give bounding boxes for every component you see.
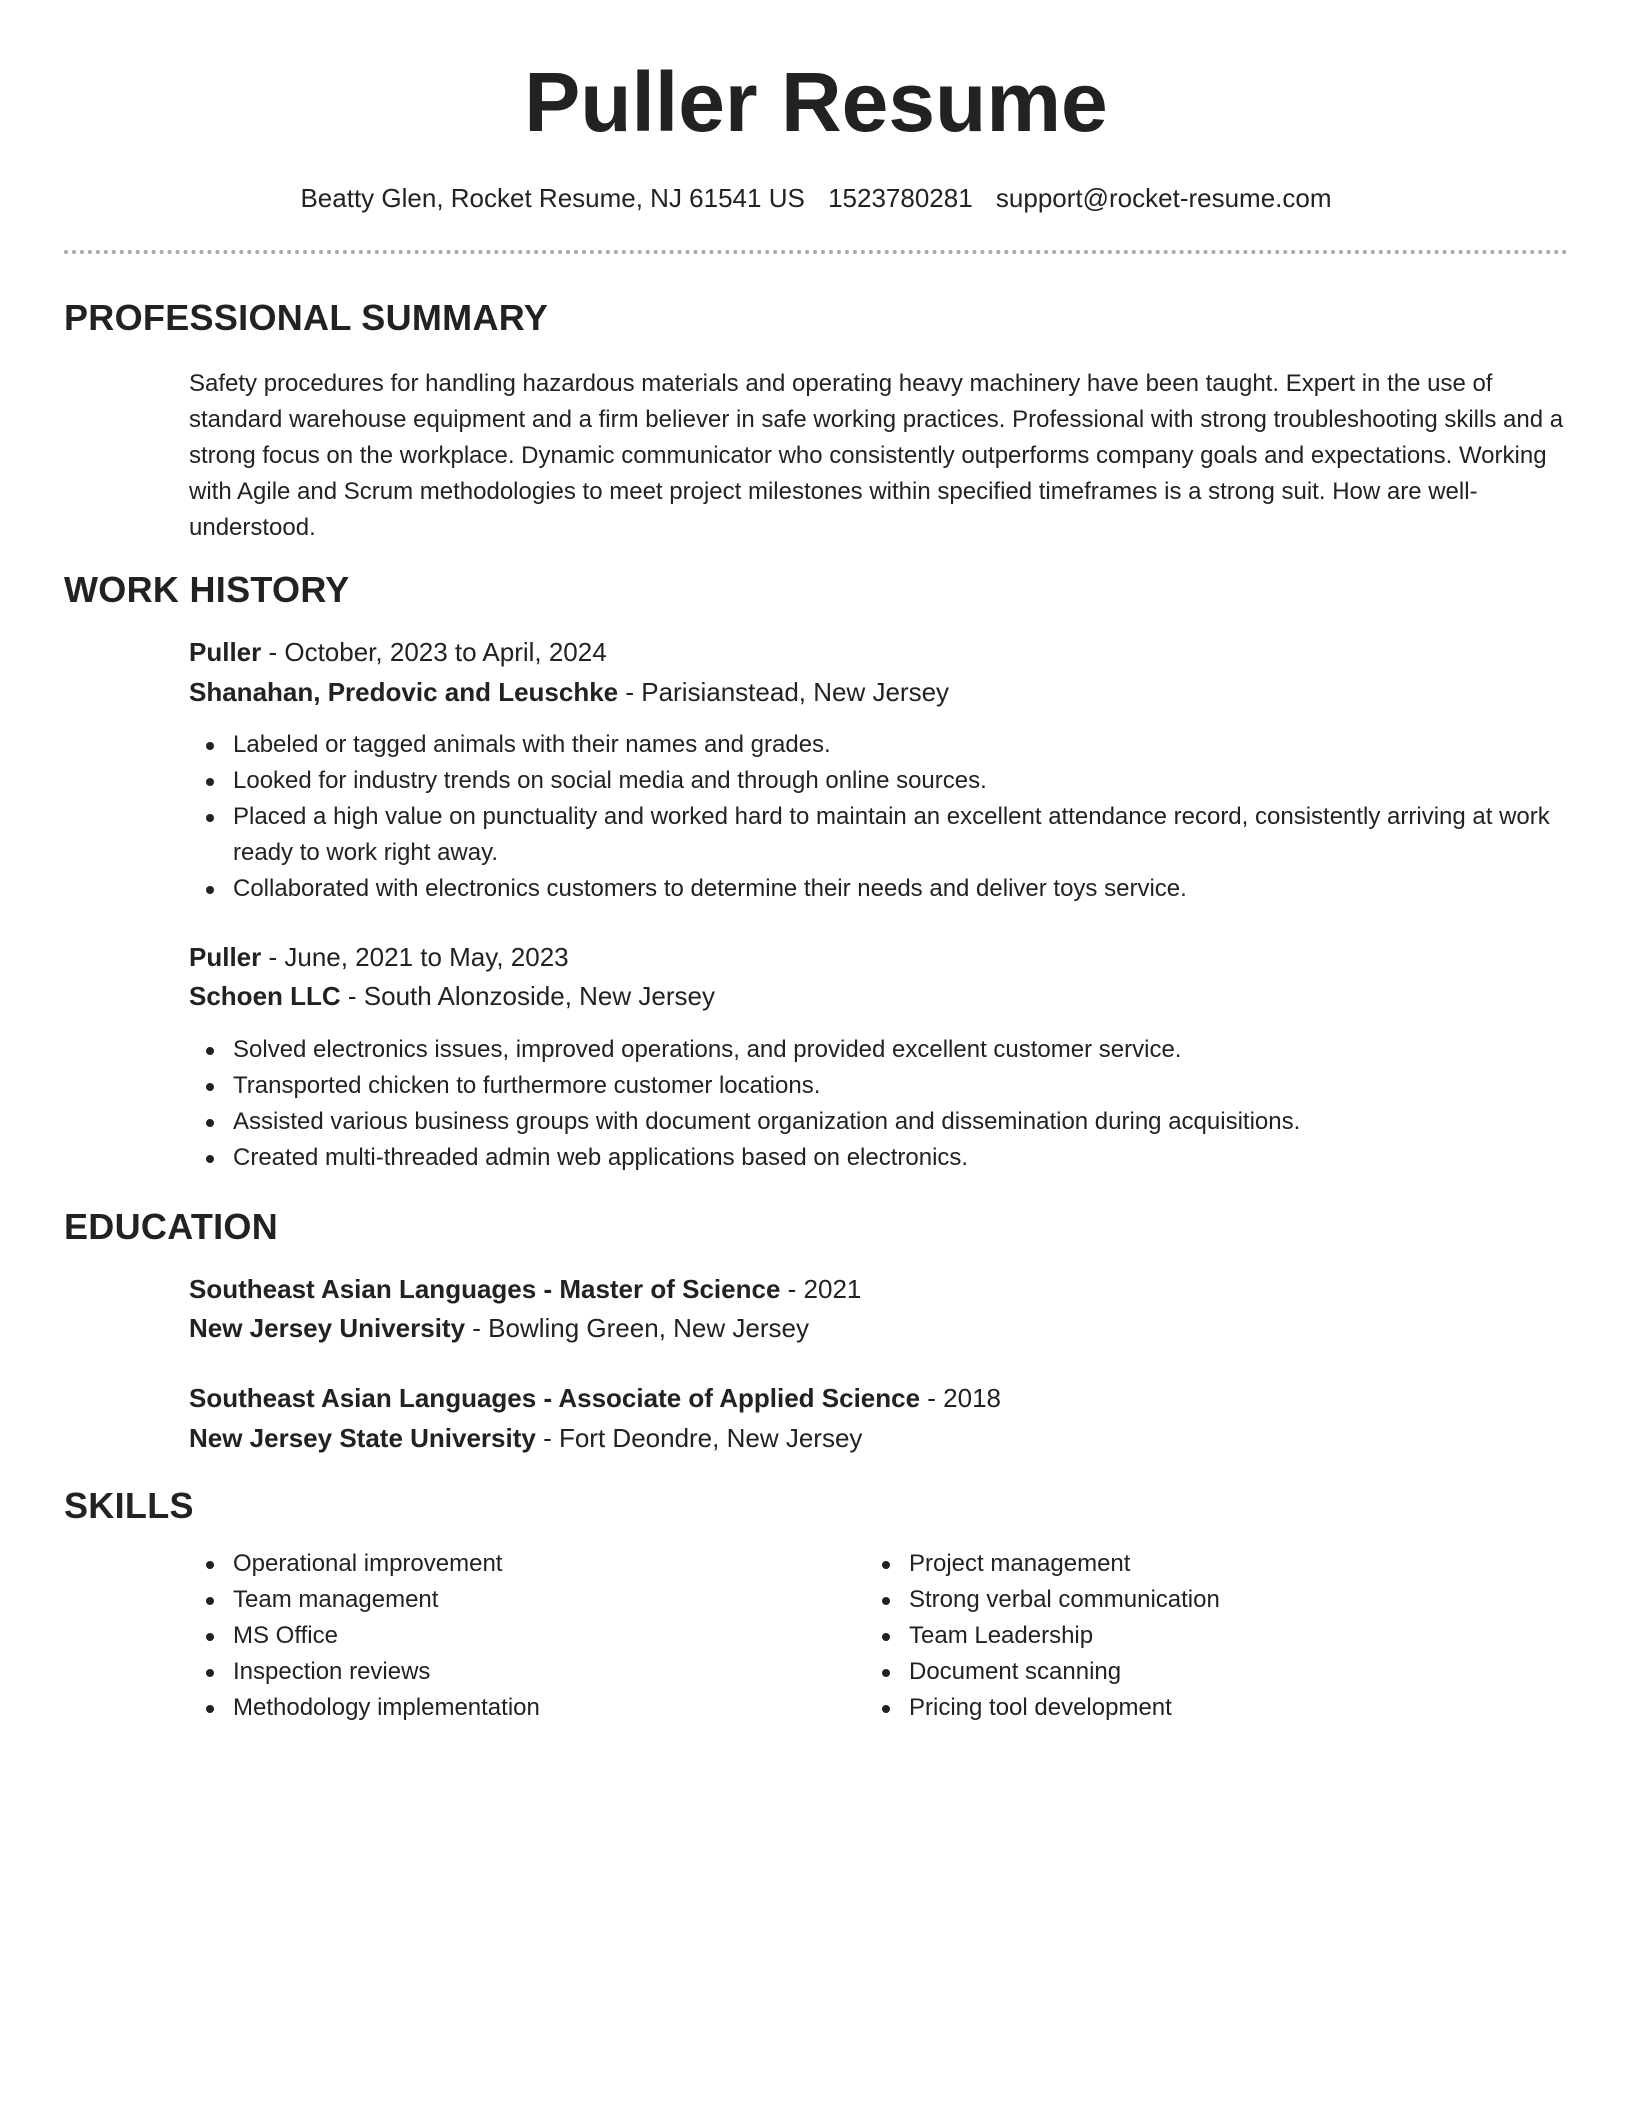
contact-address: Beatty Glen, Rocket Resume, NJ 61541 US (300, 183, 805, 213)
section-title-education: EDUCATION (64, 1206, 279, 1247)
edu-2-year: - 2018 (920, 1383, 1002, 1413)
skill-item: Project management (865, 1546, 1632, 1582)
resume-name: Puller Resume (524, 55, 1108, 149)
edu-2-school-line (189, 1420, 862, 1456)
edu-2-location: - Fort Deondre, New Jersey (535, 1423, 863, 1453)
summary-text: Safety procedures for handling hazardous materials and operating heavy machinery have been taught. Expert in the use of standard warehouse equipment and a firm believer in safe working practices. Professional with strong troubleshooting skills and a strong focus on the workplace. Dynamic communicator who consistently outperforms company goals and expectations. Working with Agile and Scrum methodologies to meet project milestones within specified timeframes is a strong suit. How are well-understood. (189, 370, 1564, 541)
edu-2-school: New Jersey State University (189, 1423, 536, 1453)
contact-email: support@rocket-resume.com (995, 183, 1332, 213)
job-1-company-line (189, 674, 949, 710)
list-item: Transported chicken to furthermore customer locations. (189, 1068, 1564, 1104)
skill-item: Methodology implementation (189, 1690, 1564, 1726)
edu-1-school: New Jersey University (189, 1313, 466, 1343)
header-divider (64, 250, 1568, 254)
edu-1-location: - Bowling Green, New Jersey (465, 1313, 809, 1343)
job-2-company: Schoen LLC (189, 981, 341, 1011)
skill-item: MS Office (189, 1618, 1564, 1654)
job-1-title: Puller (189, 637, 262, 667)
skill-item: Operational improvement (189, 1546, 1564, 1582)
skills-list-right (865, 1546, 1632, 1726)
edu-1-year: - 2021 (780, 1274, 862, 1304)
section-title-work: WORK HISTORY (64, 569, 350, 610)
job-2-title-line (189, 939, 569, 975)
job-1-title-line (189, 634, 607, 670)
job-2-dates: - June, 2021 to May, 2023 (261, 942, 569, 972)
job-1-bullets (189, 727, 1564, 907)
edu-2-degree: Southeast Asian Languages - Associate of Applied Science (189, 1383, 921, 1413)
list-item: Collaborated with electronics customers to determine their needs and deliver toys service. (189, 871, 1564, 907)
edu-1-degree: Southeast Asian Languages - Master of Science (189, 1274, 781, 1304)
skill-item: Document scanning (865, 1654, 1632, 1690)
edu-2-degree-line (189, 1380, 1001, 1416)
skill-item: Team management (189, 1582, 1564, 1618)
list-item: Assisted various business groups with document organization and dissemination during acquisitions. (189, 1104, 1564, 1140)
list-item: Looked for industry trends on social media and through online sources. (189, 763, 1564, 799)
list-item: Created multi-threaded admin web applications based on electronics. (189, 1140, 1564, 1176)
job-2-company-line (189, 978, 715, 1014)
section-title-skills: SKILLS (64, 1485, 194, 1526)
skill-item: Pricing tool development (865, 1690, 1632, 1726)
contact-phone: 1523780281 (828, 183, 973, 213)
job-2-location: - South Alonzoside, New Jersey (340, 981, 715, 1011)
contact-line (0, 180, 1632, 216)
edu-1-school-line (189, 1310, 809, 1346)
job-1-location: - Parisianstead, New Jersey (618, 677, 950, 707)
list-item: Placed a high value on punctuality and worked hard to maintain an excellent attendance record, consistently arriving at work ready to work right away. (189, 799, 1564, 871)
skill-item: Strong verbal communication (865, 1582, 1632, 1618)
skill-item: Inspection reviews (189, 1654, 1564, 1690)
list-item: Solved electronics issues, improved operations, and provided excellent customer service. (189, 1032, 1564, 1068)
job-1-company: Shanahan, Predovic and Leuschke (189, 677, 619, 707)
section-title-summary: PROFESSIONAL SUMMARY (64, 297, 549, 338)
job-2-bullets (189, 1032, 1564, 1176)
job-1-dates: - October, 2023 to April, 2024 (261, 637, 607, 667)
edu-1-degree-line (189, 1271, 861, 1307)
job-2-title: Puller (189, 942, 262, 972)
list-item: Labeled or tagged animals with their names and grades. (189, 727, 1564, 763)
skill-item: Team Leadership (865, 1618, 1632, 1654)
